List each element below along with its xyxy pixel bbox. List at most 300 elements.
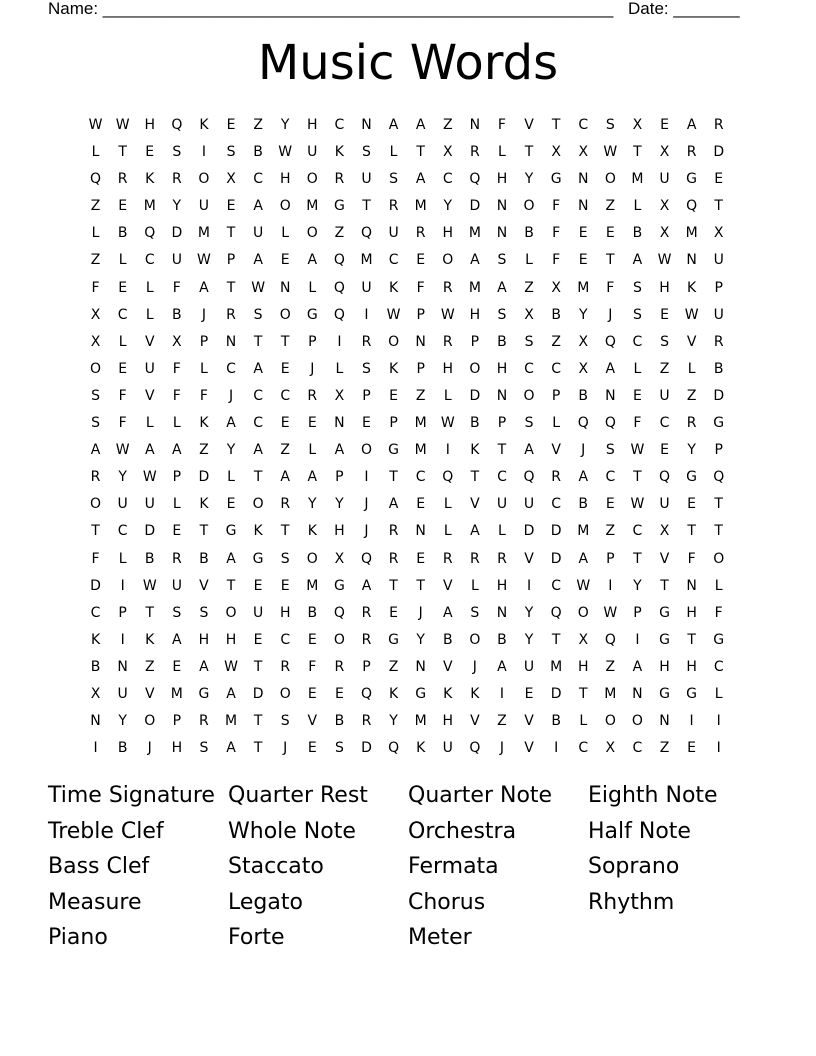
grid-letter: P <box>118 604 127 621</box>
grid-letter: D <box>713 144 725 161</box>
grid-letter: Z <box>442 117 453 133</box>
grid-letter: W <box>142 469 157 486</box>
grid-letter: K <box>388 360 399 377</box>
grid-letter: R <box>199 713 209 730</box>
grid-letter: E <box>660 442 669 459</box>
grid-letter: Y <box>280 117 290 133</box>
name-field-label: Name: ______________________________________________________ <box>48 0 614 18</box>
grid-letter: N <box>577 198 589 215</box>
grid-letter: P <box>633 604 642 621</box>
grid-letter: R <box>388 523 399 540</box>
grid-letter: K <box>145 631 155 648</box>
grid-letter: T <box>633 550 642 567</box>
grid-letter: D <box>171 225 183 242</box>
grid-letter: T <box>389 577 398 594</box>
grid-letter: H <box>279 604 291 621</box>
grid-letter: W <box>386 306 401 323</box>
grid-letter: K <box>687 279 697 296</box>
grid-letter: V <box>470 713 480 730</box>
grid-letter: P <box>226 252 236 269</box>
grid-letter: Q <box>333 306 345 323</box>
grid-letter: R <box>388 198 399 215</box>
grid-letter: Z <box>415 387 426 404</box>
grid-letter: R <box>388 550 399 567</box>
grid-letter: Z <box>280 442 290 459</box>
grid-letter: K <box>145 171 155 188</box>
grid-letter: E <box>118 279 128 296</box>
grid-letter: I <box>120 577 125 594</box>
grid-letter: Z <box>605 658 616 675</box>
grid-letter: H <box>469 306 481 323</box>
grid-letter: N <box>577 171 589 188</box>
grid-letter: E <box>714 171 724 188</box>
grid-letter: G <box>659 631 670 648</box>
grid-letter: O <box>279 198 291 215</box>
grid-letter: D <box>198 469 210 486</box>
grid-letter: K <box>199 117 209 133</box>
grid-letter: D <box>90 577 101 594</box>
grid-letter: E <box>605 225 615 242</box>
grid-letter: Y <box>389 713 398 730</box>
grid-letter: S <box>280 550 290 567</box>
grid-letter: O <box>306 225 318 242</box>
grid-letter: C <box>713 658 724 675</box>
word-list-item: Rhythm <box>588 889 675 915</box>
grid-letter: L <box>172 496 181 513</box>
grid-letter: W <box>251 279 266 296</box>
grid-letter: X <box>334 387 345 404</box>
grid-letter: C <box>578 117 589 133</box>
grid-letter: K <box>388 279 399 296</box>
grid-letter: E <box>280 577 290 594</box>
grid-letter: S <box>362 144 371 161</box>
grid-letter: T <box>226 225 236 242</box>
grid-letter: Z <box>90 252 101 269</box>
grid-letter: D <box>469 387 481 404</box>
grid-letter: E <box>660 306 669 323</box>
grid-letter: A <box>226 550 236 567</box>
grid-letter: H <box>442 225 454 242</box>
grid-letter: B <box>199 550 209 567</box>
grid-letter: W <box>115 442 130 459</box>
grid-letter: X <box>578 631 589 648</box>
grid-letter: E <box>389 387 398 404</box>
grid-letter: P <box>714 279 723 296</box>
word-list-item: Quarter Rest <box>228 783 368 808</box>
page-title: Music Words <box>257 35 559 91</box>
grid-letter: O <box>252 496 264 513</box>
grid-letter: X <box>659 144 670 161</box>
grid-letter: D <box>550 685 562 702</box>
grid-letter: E <box>307 631 317 648</box>
grid-letter: C <box>280 387 291 404</box>
grid-letter: A <box>497 279 507 296</box>
grid-letter: R <box>361 631 372 648</box>
grid-letter: H <box>279 171 291 188</box>
grid-letter: J <box>472 658 477 675</box>
grid-letter: V <box>307 713 318 730</box>
grid-letter: U <box>659 496 670 513</box>
grid-letter: I <box>364 469 369 486</box>
grid-letter: T <box>633 144 642 161</box>
grid-letter: P <box>389 415 398 432</box>
grid-letter: N <box>469 117 481 133</box>
grid-letter: Y <box>524 604 534 621</box>
grid-letter: E <box>524 685 534 702</box>
grid-letter: S <box>605 442 615 459</box>
grid-letter: L <box>308 442 317 459</box>
grid-letter: N <box>415 333 426 350</box>
grid-letter: T <box>687 631 696 648</box>
grid-letter: W <box>115 117 130 133</box>
grid-letter: K <box>90 631 101 648</box>
grid-letter: X <box>659 225 670 242</box>
grid-letter: A <box>686 117 697 133</box>
grid-letter: Z <box>253 117 263 133</box>
grid-letter: P <box>172 469 182 486</box>
grid-letter: T <box>551 631 561 648</box>
grid-letter: W <box>576 577 591 594</box>
grid-letter: Y <box>118 469 127 486</box>
grid-letter: A <box>253 360 263 377</box>
grid-letter: Q <box>333 604 345 621</box>
grid-letter: Q <box>333 279 345 296</box>
grid-letter: E <box>118 360 128 377</box>
grid-letter: L <box>200 360 208 377</box>
grid-letter: S <box>660 333 669 350</box>
grid-letter: Y <box>524 171 534 188</box>
grid-letter: R <box>280 496 291 513</box>
grid-letter: H <box>144 117 155 133</box>
grid-letter: O <box>604 171 616 188</box>
grid-letter: R <box>686 415 697 432</box>
grid-letter: Q <box>360 225 372 242</box>
grid-letter: G <box>198 685 210 702</box>
grid-letter: F <box>118 415 127 432</box>
grid-letter: L <box>145 279 154 296</box>
grid-letter: S <box>172 144 182 161</box>
grid-letter: R <box>171 550 182 567</box>
grid-letter: Q <box>442 469 454 486</box>
grid-letter: X <box>551 144 561 161</box>
grid-letter: Q <box>388 740 400 757</box>
grid-letter: M <box>577 523 590 540</box>
grid-letter: D <box>550 523 562 540</box>
grid-letter: P <box>308 333 317 350</box>
grid-letter: T <box>226 279 236 296</box>
grid-letter: I <box>201 144 206 161</box>
word-list-item: Soprano <box>588 854 680 879</box>
grid-letter: C <box>144 252 155 269</box>
grid-letter: S <box>226 144 236 161</box>
grid-letter: L <box>498 144 506 161</box>
grid-letter: E <box>280 252 290 269</box>
grid-letter: H <box>496 577 508 594</box>
date-field-label: Date: _______ <box>628 0 740 18</box>
grid-letter: J <box>310 360 315 377</box>
grid-letter: I <box>608 577 613 594</box>
grid-letter: R <box>469 144 480 161</box>
grid-letter: G <box>415 685 427 702</box>
grid-letter: J <box>608 306 613 323</box>
grid-letter: A <box>578 469 589 486</box>
grid-letter: A <box>470 252 480 269</box>
grid-letter: O <box>279 685 291 702</box>
grid-letter: V <box>199 577 209 594</box>
grid-letter: R <box>442 333 453 350</box>
grid-letter: T <box>253 740 263 757</box>
grid-letter: H <box>686 658 697 675</box>
grid-letter: V <box>524 550 534 567</box>
grid-letter: K <box>199 415 209 432</box>
grid-letter: R <box>280 658 291 675</box>
grid-letter: U <box>361 279 372 296</box>
grid-letter: G <box>388 631 399 648</box>
grid-letter: U <box>171 252 182 269</box>
grid-letter: L <box>145 306 154 323</box>
grid-letter: O <box>442 252 454 269</box>
grid-letter: A <box>226 415 236 432</box>
grid-letter: I <box>364 306 369 323</box>
grid-letter: U <box>117 685 128 702</box>
grid-letter: S <box>497 306 507 323</box>
grid-letter: C <box>280 631 291 648</box>
grid-letter: I <box>526 577 532 594</box>
grid-letter: E <box>632 387 642 404</box>
grid-letter: X <box>90 306 101 323</box>
grid-letter: G <box>659 604 670 621</box>
grid-letter: L <box>281 225 290 242</box>
grid-letter: T <box>91 523 100 540</box>
grid-letter: H <box>442 713 454 730</box>
grid-letter: E <box>389 604 398 621</box>
grid-letter: M <box>143 198 156 215</box>
grid-letter: A <box>442 604 453 621</box>
grid-letter: N <box>605 387 616 404</box>
grid-letter: F <box>606 279 615 296</box>
grid-letter: F <box>199 387 208 404</box>
grid-letter: G <box>252 550 264 567</box>
grid-letter: M <box>550 658 563 675</box>
grid-letter: T <box>606 252 615 269</box>
grid-letter: V <box>442 658 453 675</box>
grid-letter: A <box>415 171 426 188</box>
grid-letter: Z <box>659 360 670 377</box>
grid-letter: F <box>91 279 100 296</box>
grid-letter: X <box>524 306 534 323</box>
grid-letter: X <box>578 144 589 161</box>
grid-letter: V <box>551 442 561 459</box>
grid-letter: G <box>388 442 399 459</box>
grid-letter: D <box>550 550 562 567</box>
grid-letter: U <box>307 144 318 161</box>
grid-letter: I <box>120 631 125 648</box>
grid-letter: R <box>226 306 236 323</box>
grid-letter: A <box>307 469 318 486</box>
grid-letter: U <box>659 171 670 188</box>
grid-letter: U <box>144 496 155 513</box>
grid-letter: A <box>361 577 372 594</box>
grid-letter: W <box>440 306 455 323</box>
grid-letter: T <box>633 469 642 486</box>
grid-letter: L <box>633 360 642 377</box>
grid-letter: O <box>90 496 102 513</box>
grid-letter: B <box>578 496 589 513</box>
grid-letter: L <box>443 387 452 404</box>
grid-letter: O <box>360 442 372 459</box>
grid-letter: W <box>440 415 455 432</box>
grid-letter: M <box>631 171 644 188</box>
grid-letter: C <box>551 360 562 377</box>
grid-letter: Y <box>443 198 453 215</box>
grid-letter: C <box>334 117 345 133</box>
grid-letter: A <box>253 198 263 215</box>
grid-letter: F <box>308 658 317 675</box>
grid-letter: Q <box>550 604 562 621</box>
grid-letter: Q <box>713 469 725 486</box>
grid-letter: W <box>142 577 157 594</box>
grid-letter: U <box>442 740 453 757</box>
grid-letter: K <box>470 442 480 459</box>
grid-letter: X <box>226 171 236 188</box>
grid-letter: O <box>225 604 237 621</box>
grid-letter: G <box>659 685 670 702</box>
grid-letter: J <box>581 442 586 459</box>
grid-letter: F <box>552 225 561 242</box>
grid-letter: E <box>226 117 236 133</box>
grid-letter: N <box>686 577 697 594</box>
grid-letter: P <box>470 333 480 350</box>
grid-letter: B <box>713 360 724 377</box>
grid-letter: A <box>470 523 480 540</box>
grid-letter: L <box>443 496 452 513</box>
grid-letter: E <box>362 415 371 432</box>
grid-letter: C <box>632 740 643 757</box>
grid-letter: A <box>199 658 209 675</box>
grid-letter: E <box>226 496 236 513</box>
grid-letter: A <box>280 469 290 486</box>
grid-letter: E <box>605 496 615 513</box>
grid-letter: K <box>253 523 263 540</box>
grid-letter: X <box>90 685 101 702</box>
grid-letter: A <box>144 442 155 459</box>
grid-letter: L <box>687 360 696 377</box>
grid-letter: I <box>499 685 505 702</box>
grid-letter: E <box>416 252 426 269</box>
grid-letter: S <box>470 604 480 621</box>
grid-letter: U <box>713 306 724 323</box>
grid-letter: H <box>577 658 589 675</box>
word-list-item: Treble Clef <box>48 818 164 844</box>
grid-letter: N <box>361 117 372 133</box>
grid-letter: V <box>442 577 453 594</box>
grid-letter: D <box>469 198 481 215</box>
word-list-item: Time Signature <box>48 783 215 808</box>
grid-letter: Z <box>144 658 155 675</box>
grid-letter: C <box>226 360 236 377</box>
grid-letter: D <box>713 387 725 404</box>
grid-letter: F <box>714 604 723 621</box>
grid-letter: B <box>578 387 589 404</box>
grid-letter: R <box>469 550 480 567</box>
grid-letter: S <box>632 306 642 323</box>
grid-letter: A <box>172 631 182 648</box>
grid-letter: Q <box>577 415 589 432</box>
grid-letter: P <box>551 387 561 404</box>
grid-letter: C <box>388 252 399 269</box>
grid-letter: T <box>578 685 588 702</box>
grid-letter: S <box>389 171 399 188</box>
grid-letter: P <box>172 713 182 730</box>
grid-letter: R <box>497 550 507 567</box>
grid-letter: Y <box>524 631 534 648</box>
grid-letter: E <box>253 631 263 648</box>
grid-letter: Q <box>604 333 616 350</box>
grid-letter: D <box>523 523 535 540</box>
grid-letter: O <box>388 333 400 350</box>
word-list-item: Bass Clef <box>48 854 150 879</box>
grid-letter: L <box>118 252 127 269</box>
grid-letter: F <box>552 252 561 269</box>
grid-letter: E <box>280 415 290 432</box>
grid-letter: Y <box>578 306 588 323</box>
grid-letter: F <box>633 415 642 432</box>
grid-letter: L <box>470 577 479 594</box>
grid-letter: M <box>685 225 698 242</box>
grid-letter: Q <box>469 171 481 188</box>
grid-letter: S <box>362 360 371 377</box>
grid-letter: T <box>416 577 425 594</box>
grid-letter: F <box>118 387 127 404</box>
grid-letter: C <box>605 469 616 486</box>
grid-letter: X <box>605 740 616 757</box>
grid-letter: A <box>253 252 263 269</box>
grid-letter: X <box>659 523 670 540</box>
grid-letter: W <box>88 117 103 133</box>
grid-letter: J <box>147 740 152 757</box>
word-list-item: Piano <box>48 925 108 950</box>
grid-letter: X <box>578 360 589 377</box>
grid-letter: A <box>334 442 345 459</box>
grid-letter: F <box>497 117 506 133</box>
grid-letter: V <box>659 550 670 567</box>
grid-letter: A <box>388 496 399 513</box>
grid-letter: R <box>334 171 345 188</box>
grid-letter: M <box>577 279 590 296</box>
grid-letter: G <box>713 631 725 648</box>
grid-letter: R <box>415 225 426 242</box>
grid-letter: B <box>442 631 453 648</box>
grid-letter: E <box>172 658 182 675</box>
grid-letter: Q <box>90 171 102 188</box>
grid-letter: N <box>659 713 670 730</box>
grid-letter: Y <box>172 198 182 215</box>
grid-letter: F <box>552 198 561 215</box>
grid-letter: Y <box>335 496 344 513</box>
grid-letter: M <box>224 713 238 730</box>
grid-letter: L <box>498 523 506 540</box>
grid-letter: V <box>144 333 155 350</box>
grid-letter: W <box>278 144 293 161</box>
grid-letter: E <box>416 496 426 513</box>
grid-letter: E <box>416 550 426 567</box>
grid-letter: T <box>253 333 263 350</box>
grid-letter: A <box>524 442 534 459</box>
grid-letter: P <box>497 415 507 432</box>
grid-letter: O <box>469 631 481 648</box>
grid-letter: A <box>632 658 643 675</box>
grid-letter: C <box>632 523 643 540</box>
